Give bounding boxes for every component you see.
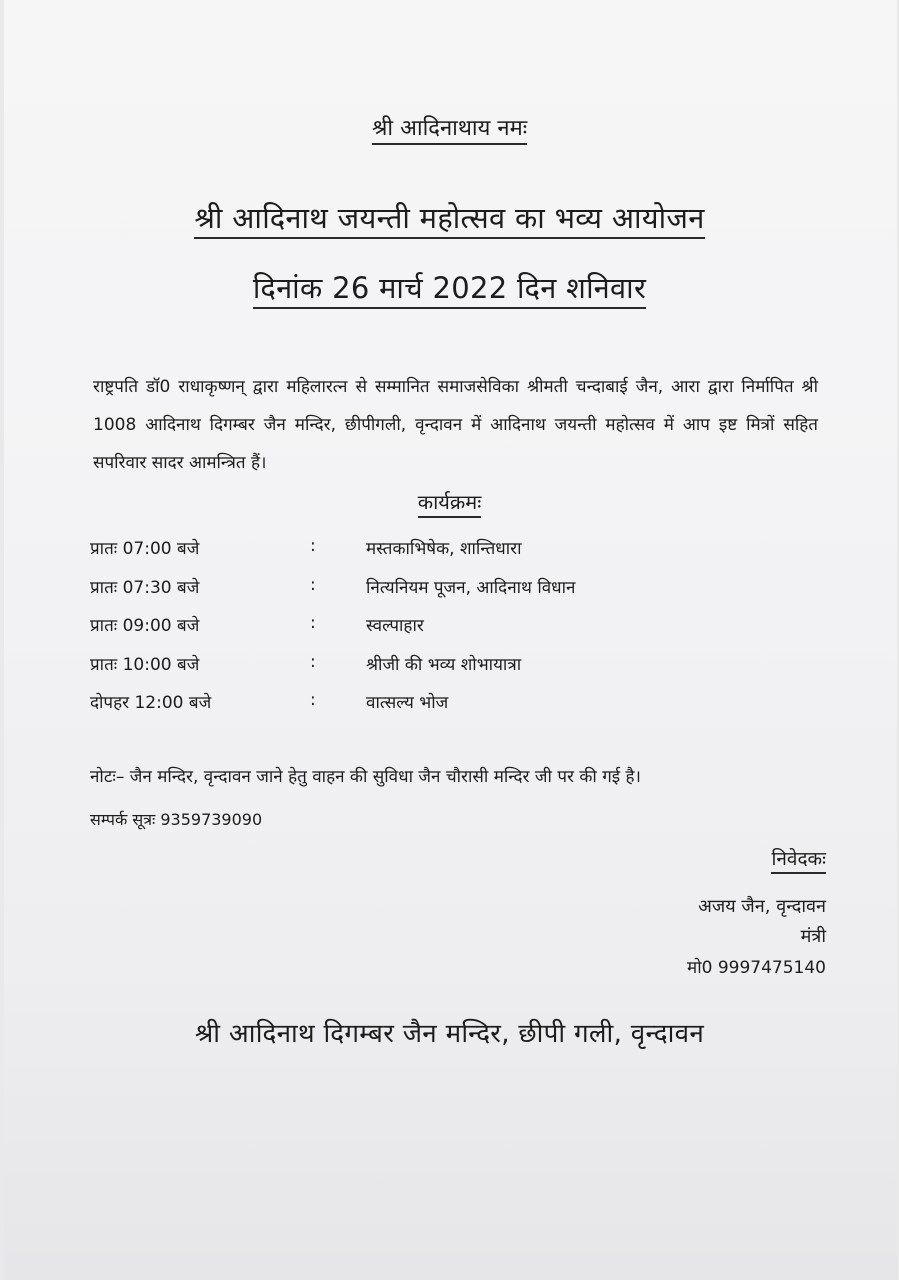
program-heading-text: कार्यक्रमः [418, 490, 482, 518]
schedule-separator: : [310, 651, 316, 672]
schedule-separator: : [310, 613, 316, 633]
schedule-time: प्रातः 09:00 बजे [90, 616, 200, 636]
program-schedule [90, 536, 790, 729]
schedule-separator: : [310, 690, 316, 710]
schedule-time: दोपहर 12:00 बजे [90, 693, 212, 713]
signatory-name: अजय जैन, वृन्दावन [698, 896, 826, 917]
blessing-heading [0, 112, 899, 142]
schedule-row [90, 690, 790, 729]
signatory-role: मंत्री [800, 926, 826, 947]
schedule-time: प्रातः 07:30 बजे [90, 577, 200, 598]
schedule-row [90, 575, 790, 614]
schedule-row [90, 613, 790, 652]
schedule-event: नित्यनियम पूजन, आदिनाथ विधान [366, 577, 576, 598]
blessing-text: श्री आदिनाथाय नमः [372, 116, 527, 145]
schedule-row [90, 536, 790, 575]
schedule-event: स्वल्पाहार [366, 616, 424, 636]
transport-note: नोटः– जैन मन्दिर, वृन्दावन जाने हेतु वाहन की सुविधा जैन चौरासी मन्दिर जी पर की गई है। [90, 767, 641, 787]
event-title-text: श्री आदिनाथ जयन्ती महोत्सव का भव्य आयोजन [194, 201, 704, 239]
event-date-text: दिनांक 26 मार्च 2022 दिन शनिवार [253, 271, 646, 309]
schedule-time: प्रातः 07:00 बजे [90, 539, 200, 559]
schedule-separator: : [310, 574, 316, 595]
signatory-phone: मो0 9997475140 [687, 958, 826, 978]
schedule-time: प्रातः 10:00 बजे [90, 654, 200, 675]
temple-footer: श्री आदिनाथ दिगम्बर जैन मन्दिर, छीपी गली, वृन्दावन [194, 1019, 705, 1049]
schedule-separator: : [310, 536, 316, 556]
signature-label [771, 845, 826, 871]
invitation-paragraph: राष्ट्रपति डॉ0 राधाकृष्णन् द्वारा महिलारत्न से सम्मानित समाजसेविका श्रीमती चन्दाबाई जैन, आरा द्वारा निर्मापित श्री 1008 आदिनाथ दिगम्बर जैन मन्दिर, छीपीगली, वृन्दावन में आदिनाथ जयन्ती महोत्सव में आप इष्ट मित्रों सहित सपरिवार सादर आमन्त्रित हैं। [93, 377, 818, 473]
program-heading [0, 488, 899, 515]
schedule-event: श्रीजी की भव्य शोभायात्रा [366, 654, 522, 675]
event-title [0, 198, 899, 237]
schedule-event: वात्सल्य भोज [366, 693, 449, 713]
schedule-row [90, 652, 790, 691]
contact-number: सम्पर्क सूत्रः 9359739090 [90, 810, 263, 829]
signature-label-text: निवेदकः [771, 848, 826, 874]
event-date [0, 268, 899, 307]
schedule-event: मस्तकाभिषेक, शान्तिधारा [366, 539, 522, 559]
